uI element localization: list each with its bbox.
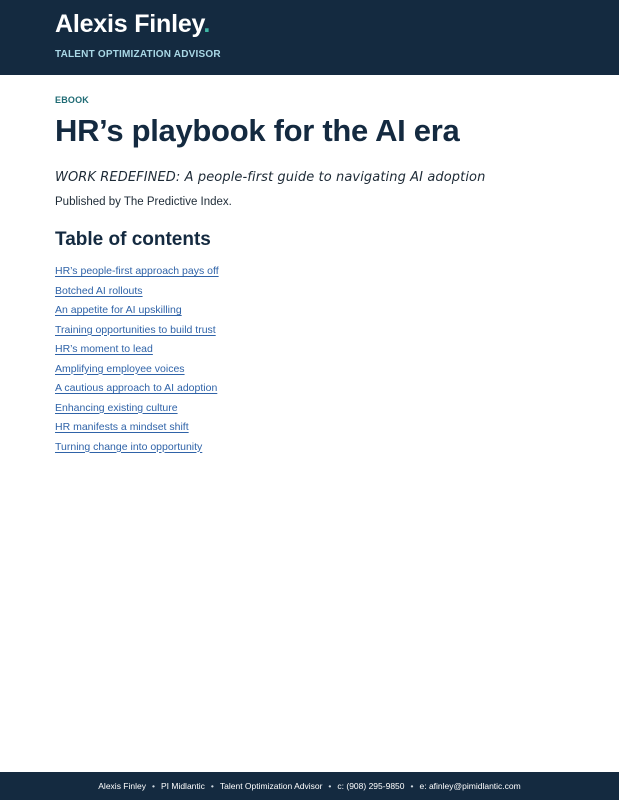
- toc-item: [55, 282, 219, 302]
- toc-link[interactable]: Training opportunities to build trust: [55, 323, 216, 336]
- document-type-label: EBOOK: [55, 95, 90, 105]
- publisher-line: Published by The Predictive Index.: [55, 196, 232, 208]
- footer-separator: •: [151, 781, 155, 791]
- toc-heading: Table of contents: [55, 229, 211, 250]
- toc-item: [55, 379, 219, 399]
- toc-item: [55, 360, 219, 380]
- toc-link[interactable]: Turning change into opportunity: [55, 440, 203, 453]
- document-title: HR’s playbook for the AI era: [55, 113, 460, 148]
- toc-item: [55, 418, 219, 438]
- toc-item: [55, 301, 219, 321]
- toc-item: [55, 340, 219, 360]
- toc-item: [55, 438, 219, 458]
- toc-link[interactable]: Botched AI rollouts: [55, 284, 143, 297]
- footer-role: Talent Optimization Advisor: [219, 781, 323, 791]
- advisor-name-text: Alexis Finley: [55, 10, 204, 38]
- toc-link[interactable]: An appetite for AI upskilling: [55, 304, 182, 316]
- footer-separator: •: [210, 781, 214, 791]
- page-header: [0, 0, 619, 75]
- page-footer: [0, 772, 619, 800]
- toc-link[interactable]: Amplifying employee voices: [55, 362, 185, 375]
- document-subtitle: WORK REDEFINED: A people-first guide to navigating AI adoption: [55, 170, 486, 185]
- advisor-title: TALENT OPTIMIZATION ADVISOR: [55, 49, 221, 60]
- advisor-name: [55, 10, 210, 39]
- table-of-contents: [55, 262, 219, 457]
- footer-email[interactable]: e: afinley@pimidlantic.com: [419, 781, 521, 791]
- toc-link[interactable]: HR’s moment to lead: [55, 343, 153, 355]
- toc-link[interactable]: Enhancing existing culture: [55, 401, 178, 414]
- footer-name: Alexis Finley: [98, 781, 146, 791]
- toc-link[interactable]: HR’s people-first approach pays off: [55, 265, 219, 277]
- toc-item: [55, 321, 219, 341]
- footer-separator: •: [328, 781, 332, 791]
- toc-item: [55, 262, 219, 282]
- toc-link[interactable]: HR manifests a mindset shift: [55, 421, 189, 433]
- toc-link[interactable]: A cautious approach to AI adoption: [55, 382, 218, 394]
- footer-phone[interactable]: c: (908) 295-9850: [337, 781, 405, 791]
- footer-separator: •: [410, 781, 414, 791]
- brand-dot: .: [203, 10, 211, 38]
- toc-item: [55, 399, 219, 419]
- footer-company: PI Midlantic: [160, 781, 205, 791]
